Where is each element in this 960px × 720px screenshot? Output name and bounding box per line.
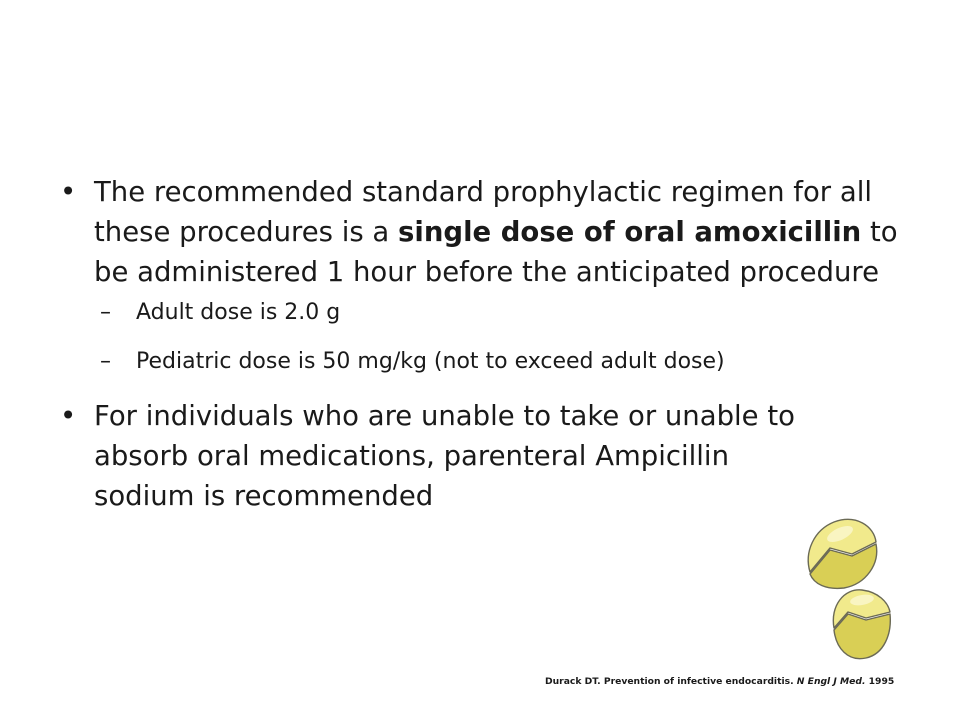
pill-tablets-illustration bbox=[800, 508, 920, 668]
dash-marker: – bbox=[100, 300, 111, 325]
sub-bullet-text: Adult dose is 2.0 g bbox=[136, 300, 341, 325]
bold-emphasis: single dose of oral amoxicillin bbox=[398, 216, 862, 248]
bullet-marker: • bbox=[60, 176, 77, 208]
bullet-text: The recommended standard prophylactic regimen for all these procedures is a single dose of oral amoxicillin to be administered 1 hour before the anticipated procedure bbox=[94, 176, 898, 288]
bullet-item-regimen bbox=[60, 172, 900, 292]
bullet-list bbox=[60, 172, 900, 516]
dash-marker: – bbox=[100, 349, 111, 374]
sub-bullet-adult-dose bbox=[60, 298, 900, 328]
bullet-item-parenteral bbox=[60, 396, 900, 516]
bullet-text: For individuals who are unable to take or unable to absorb oral medications, parenteral Ampicillin sodium is recommended bbox=[94, 400, 795, 512]
citation: Durack DT. Prevention of infective endocarditis. N Engl J Med. 1995 bbox=[545, 676, 895, 687]
bullet-marker: • bbox=[60, 400, 77, 432]
sub-bullet-text: Pediatric dose is 50 mg/kg (not to exceed adult dose) bbox=[136, 349, 725, 374]
sub-bullet-list bbox=[60, 298, 900, 377]
sub-bullet-pediatric-dose bbox=[60, 347, 900, 377]
